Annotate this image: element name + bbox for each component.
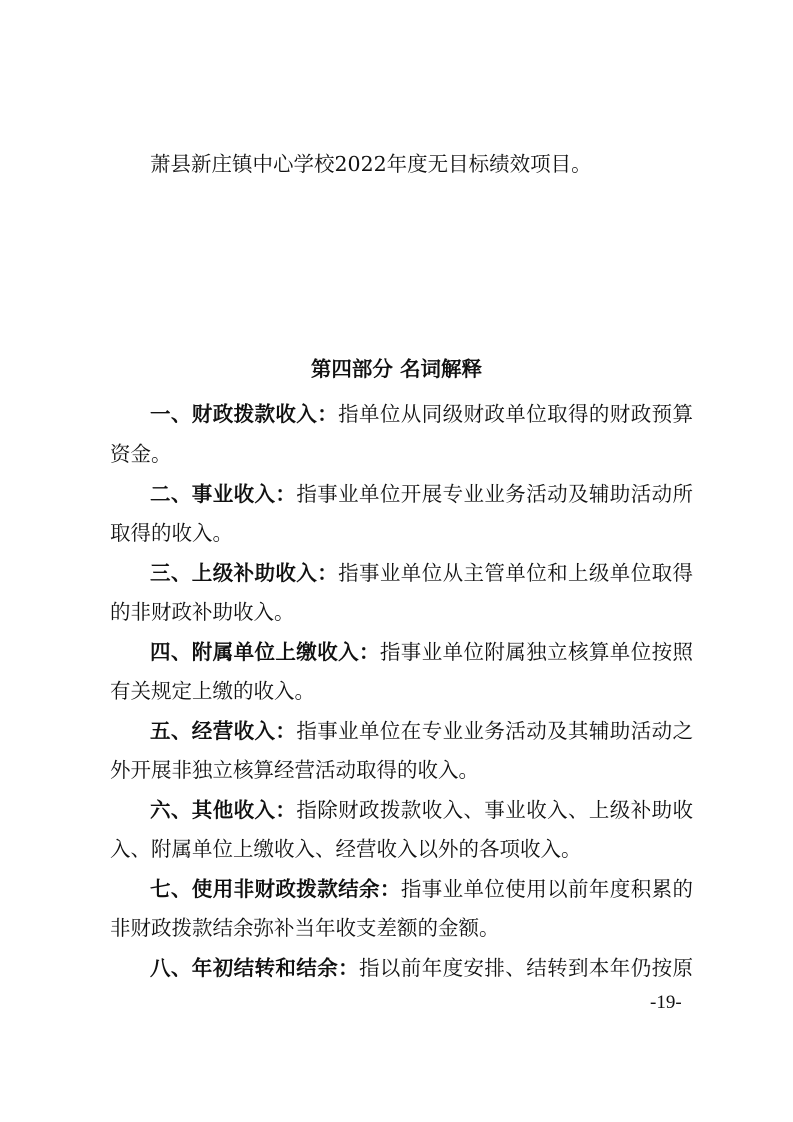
definition-term: 八、年初结转和结余： — [150, 956, 359, 980]
definition-8-line-1 — [150, 954, 693, 982]
definition-7-line-1 — [150, 875, 693, 903]
definition-2-line-1 — [150, 480, 693, 508]
definition-text: 指事业单位使用以前年度积累的 — [400, 877, 694, 901]
definition-text: 指以前年度安排、结转到本年仍按原 — [359, 956, 693, 980]
definition-6-line-2: 入、附属单位上缴收入、经营收入以外的各项收入。 — [110, 837, 582, 861]
definition-text: 指事业单位从主管单位和上级单位取得 — [338, 561, 694, 585]
definition-text: 指事业单位在专业业务活动及其辅助活动之 — [296, 719, 694, 743]
definition-4-line-1 — [150, 638, 693, 666]
definition-term: 五、经营收入： — [150, 719, 297, 743]
intro-paragraph: 萧县新庄镇中心学校2022年度无目标绩效项目。 — [150, 152, 592, 176]
definition-term: 七、使用非财政拨款结余： — [150, 877, 401, 901]
definition-text: 指除财政拨款收入、事业收入、上级补助收 — [296, 798, 694, 822]
section-heading: 第四部分 名词解释 — [310, 357, 483, 381]
page-number: -19- — [650, 992, 682, 1013]
definition-4-line-2: 有关规定上缴的收入。 — [110, 679, 315, 703]
definition-text: 指单位从同级财政单位取得的财政预算 — [338, 402, 694, 426]
definition-3-line-2: 的非财政补助收入。 — [110, 600, 295, 624]
definition-term: 六、其他收入： — [150, 798, 297, 822]
definition-6-line-1 — [150, 796, 693, 824]
definition-term: 二、事业收入： — [150, 482, 297, 506]
definition-text: 指事业单位附属独立核算单位按照 — [379, 640, 694, 664]
definition-1-line-1 — [150, 400, 693, 428]
definition-2-line-2: 取得的收入。 — [110, 521, 233, 545]
definition-5-line-1 — [150, 717, 693, 745]
definition-1-line-2: 资金。 — [110, 442, 172, 466]
definition-5-line-2: 外开展非独立核算经营活动取得的收入。 — [110, 758, 479, 782]
definition-3-line-1 — [150, 559, 693, 587]
definition-7-line-2: 非财政拨款结余弥补当年收支差额的金额。 — [110, 916, 500, 940]
definition-text: 指事业单位开展专业业务活动及辅助活动所 — [296, 482, 694, 506]
definition-term: 一、财政拨款收入： — [150, 402, 339, 426]
definition-term: 三、上级补助收入： — [150, 561, 339, 585]
definition-term: 四、附属单位上缴收入： — [150, 640, 380, 664]
